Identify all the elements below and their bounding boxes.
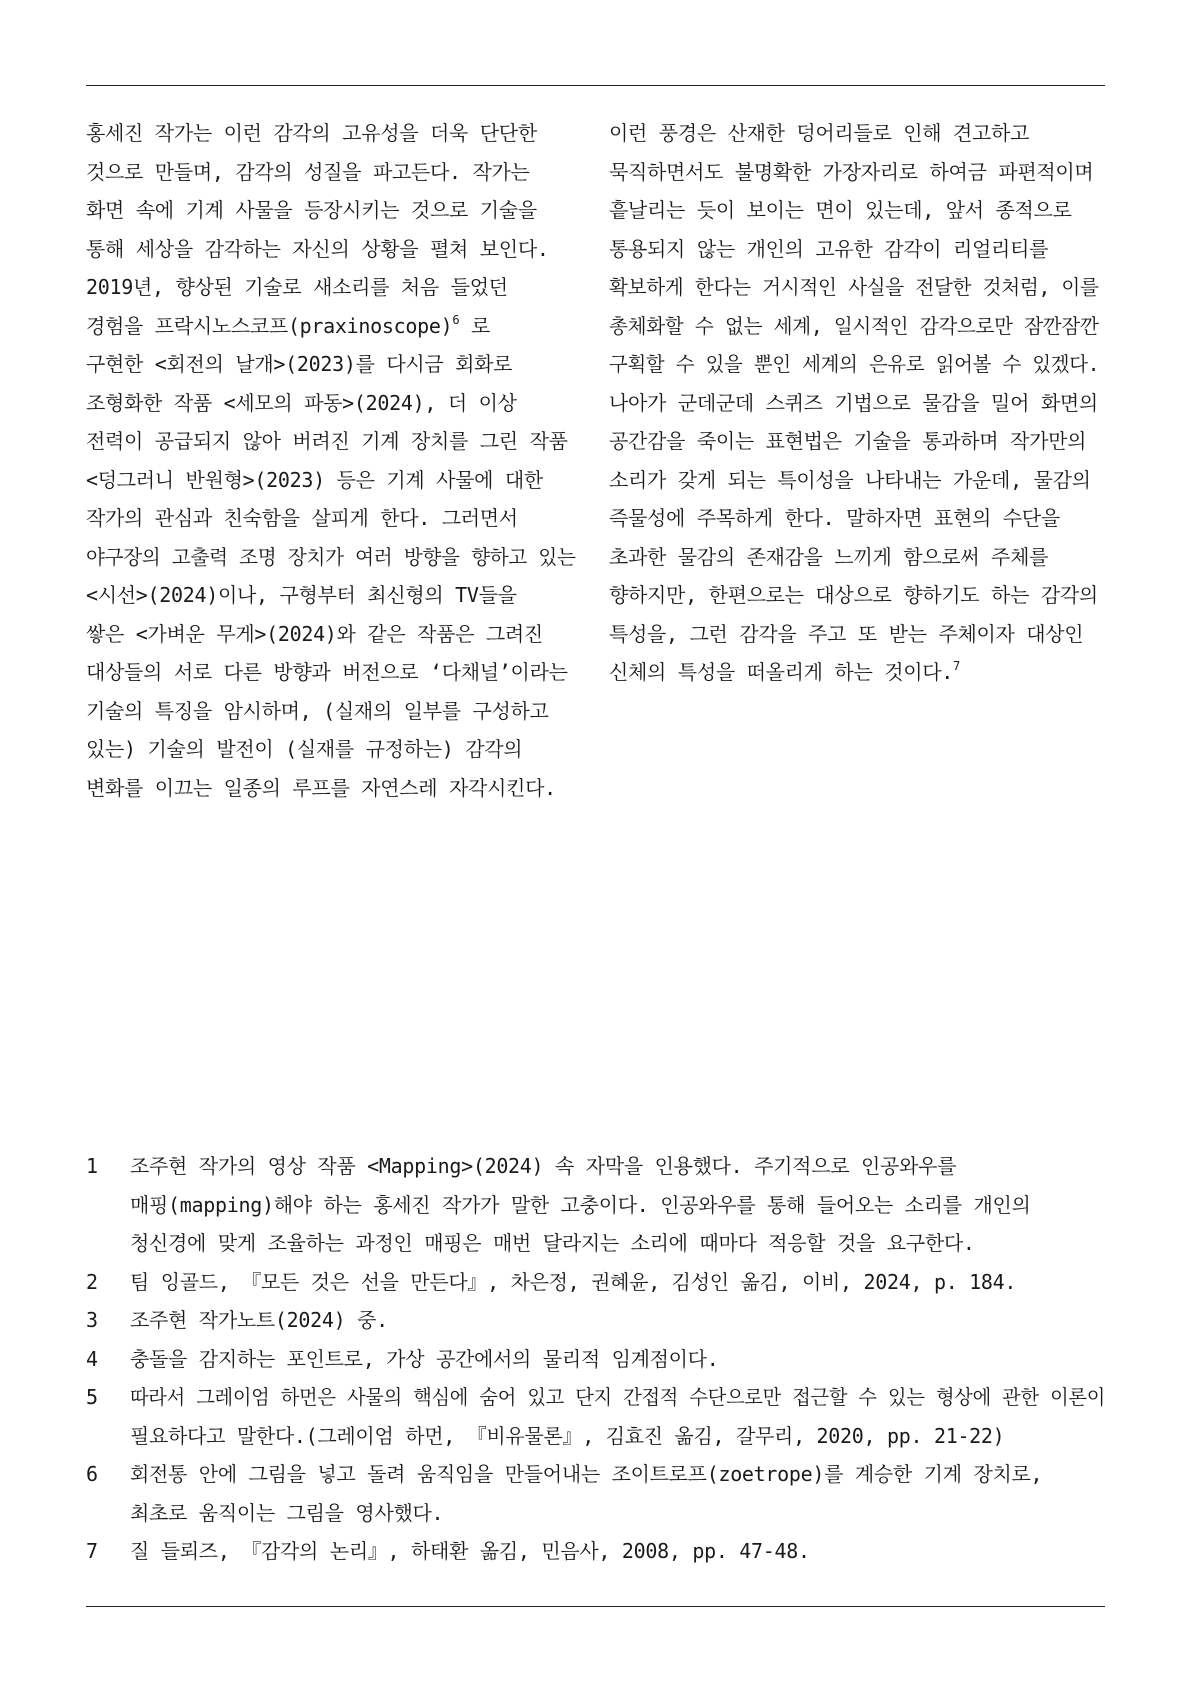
footnote-line: 최초로 움직이는 그림을 영사했다. [130,1500,444,1525]
text-line: 변화를 이끄는 일종의 루프를 자연스레 자각시킨다. [86,775,556,800]
text-line [86,307,576,346]
text-line: 작가의 관심과 친숙함을 살피게 한다. 그러면서 [86,506,518,530]
footnote-7 [86,1532,1105,1571]
footnote-line: 조주현 작가노트(2024) 중. [130,1308,388,1332]
right-column [609,114,1099,692]
footnote-4 [86,1340,1105,1379]
footnote-number: 6 [86,1462,98,1486]
footnote-line: 팀 잉골드, 『모든 것은 선을 만든다』, 차은정, 권혜윤, 김성인 옮김, 이비, 2024, p. 184. [130,1269,1017,1294]
footnote-ref-6[interactable]: 6 [452,312,460,327]
footnote-number: 3 [86,1308,98,1332]
text-line: 흩날리는 듯이 보이는 면이 있는데, 앞서 종적으로 [609,198,1072,222]
text-line: 묵직하면서도 불명확한 가장자리로 하여금 파편적이며 [609,159,1094,184]
text-line: 있는) 기술의 발전이 (실재를 규정하는) 감각의 [86,737,523,761]
footnote-6 [86,1455,1105,1532]
footnote-3 [86,1301,1105,1340]
footnote-line: 회전통 안에 그림을 넣고 돌려 움직임을 만들어내는 조이트로프(zoetrope)를 계승한 기계 장치로, [130,1462,1043,1486]
footnote-line: 필요하다고 말한다.(그레이엄 하먼, 『비유물론』, 김효진 옮김, 갈무리, 2020, pp. 21-22) [130,1423,1005,1448]
text-line: 통용되지 않는 개인의 고유한 감각이 리얼리티를 [609,236,1049,261]
text-line: 구획할 수 있을 뿐인 세계의 은유로 읽어볼 수 있겠다. [609,352,1100,376]
text-line: 확보하게 한다는 거시적인 사실을 전달한 것처럼, 이를 [609,275,1099,299]
footnote-number: 2 [86,1269,98,1294]
footnote-2 [86,1263,1105,1302]
footnote-number: 5 [86,1385,98,1409]
footnote-number: 1 [86,1154,98,1178]
text-line: 소리가 갖게 되는 특이성을 나타내는 가운데, 물감의 [609,467,1091,492]
text-line: 이런 풍경은 산재한 덩어리들로 인해 견고하고 [609,121,1030,145]
text-line [609,653,1099,692]
text-line: 통해 세상을 감각하는 자신의 상황을 펼쳐 보인다. [86,236,549,261]
footnote-number: 7 [86,1539,98,1563]
text-segment: 로 [459,313,491,338]
text-line: 조형화한 작품 <세모의 파동>(2024), 더 이상 [86,390,517,415]
text-line: 쌓은 <가벼운 무게>(2024)와 같은 작품은 그려진 [86,621,543,646]
left-column [86,114,576,807]
text-line: 전력이 공급되지 않아 버려진 기계 장치를 그린 작품 [86,429,568,453]
text-line: 공간감을 죽이는 표현법은 기술을 통과하며 작가만의 [609,429,1087,453]
text-line: 것으로 만들며, 감각의 성질을 파고든다. 작가는 [86,159,530,184]
footnote-line: 청신경에 맞게 조율하는 과정인 매핑은 매번 달라지는 소리에 때마다 적응할 것을 요구한다. [130,1231,975,1255]
text-line: 구현한 <회전의 날개>(2023)를 다시금 회화로 [86,352,513,376]
text-line: 야구장의 고출력 조명 장치가 여러 방향을 향하고 있는 [86,544,576,569]
text-line: <덩그러니 반원형>(2023) 등은 기계 사물에 대한 [86,467,543,492]
text-line: 즉물성에 주목하게 한다. 말하자면 표현의 수단을 [609,506,1060,530]
text-line: 나아가 군데군데 스퀴즈 기법으로 물감을 밀어 화면의 [609,390,1098,415]
footnote-line: 매핑(mapping)해야 하는 홍세진 작가가 말한 고충이다. 인공와우를 통해 들어오는 소리를 개인의 [130,1192,1031,1217]
text-segment: 경험을 프락시노스코프(praxinoscope) [86,313,453,338]
bottom-divider [86,1606,1105,1607]
footnote-line: 조주현 작가의 영상 작품 <Mapping>(2024) 속 자막을 인용했다. 주기적으로 인공와우를 [130,1154,957,1178]
text-line: 특성을, 그런 감각을 주고 또 받는 주체이자 대상인 [609,621,1084,646]
top-divider [86,85,1105,86]
text-line: 기술의 특징을 암시하며, (실재의 일부를 구성하고 [86,698,549,723]
footnotes [86,1147,1105,1571]
text-line: 2019년, 향상된 기술로 새소리를 처음 들었던 [86,275,508,299]
text-line: 화면 속에 기계 사물을 등장시키는 것으로 기술을 [86,198,537,222]
text-line: 대상들의 서로 다른 방향과 버전으로 ‘다채널’이라는 [86,660,568,684]
text-line: 초과한 물감의 존재감을 느끼게 함으로써 주체를 [609,544,1049,569]
footnote-number: 4 [86,1346,98,1371]
text-segment: 신체의 특성을 떠올리게 하는 것이다. [609,660,954,684]
footnote-line: 따라서 그레이엄 하먼은 사물의 핵심에 숨어 있고 단지 간접적 수단으로만 접근할 수 있는 형상에 관한 이론이 [130,1385,1106,1409]
footnote-ref-7[interactable]: 7 [953,659,960,673]
text-line: 홍세진 작가는 이런 감각의 고유성을 더욱 단단한 [86,121,537,145]
footnote-line: 충돌을 감지하는 포인트로, 가상 공간에서의 물리적 임계점이다. [130,1346,719,1371]
footnote-1 [86,1147,1105,1263]
footnote-line: 질 들뢰즈, 『감각의 논리』, 하태환 옮김, 민음사, 2008, pp. 47-48. [130,1539,810,1563]
text-line: 향하지만, 한편으로는 대상으로 향하기도 하는 감각의 [609,583,1098,607]
text-line: 총체화할 수 없는 세계, 일시적인 감각으로만 잠깐잠깐 [609,313,1099,338]
text-line: <시선>(2024)이나, 구형부터 최신형의 TV들을 [86,583,517,607]
footnote-5 [86,1378,1105,1455]
